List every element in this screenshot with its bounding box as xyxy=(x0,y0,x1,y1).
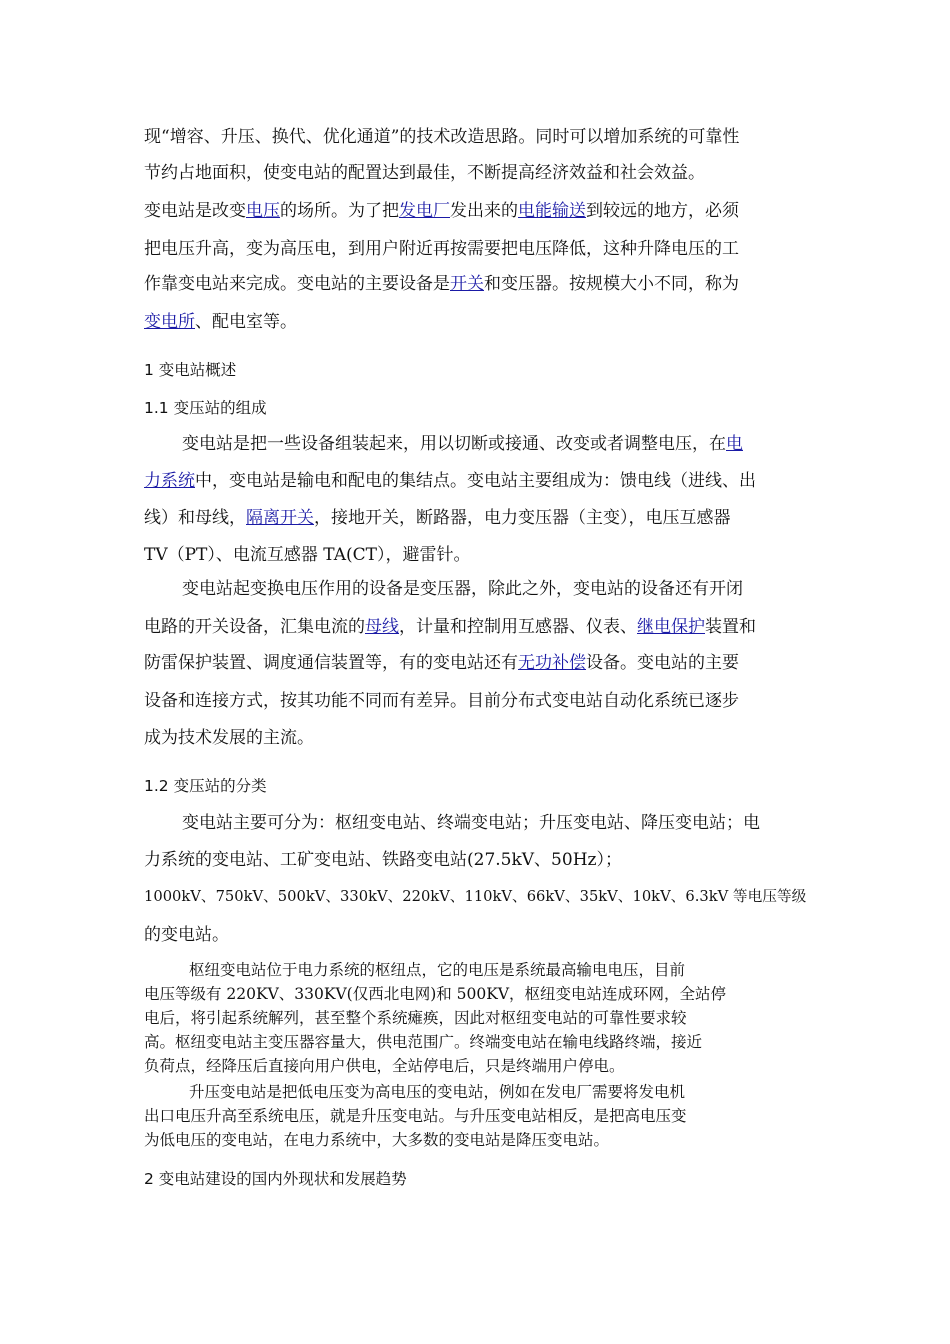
text: 防雷保护装置、调度通信装置等，有的变电站还有 xyxy=(144,653,518,673)
link-power-system[interactable]: 电 xyxy=(726,434,743,454)
text: ，接地开关，断路器，电力变压器（主变），电压互感器 xyxy=(314,508,731,528)
section-heading-1-2: 1.2 变压站的分类 xyxy=(144,777,267,795)
text: 到较远的地方，必须 xyxy=(586,201,739,221)
text: 的场所。为了把 xyxy=(280,201,399,221)
text: 变电站是改变 xyxy=(144,201,246,221)
text: 、配电室等。 xyxy=(195,312,297,332)
text: 电路的开关设备，汇集电流的 xyxy=(144,617,365,637)
intro-line xyxy=(144,311,297,333)
paragraph-line: 设备和连接方式，按其功能不同而有差异。目前分布式变电站自动化系统已逐步 xyxy=(144,691,739,711)
intro-line: 现“增容、升压、换代、优化通道”的技术改造思路。同时可以增加系统的可靠性 xyxy=(144,127,740,147)
paragraph-line: 电压等级有 220KV、330KV(仅西北电网)和 500KV，枢纽变电站连成环网，全站停 xyxy=(144,985,727,1003)
link-busbar[interactable]: 母线 xyxy=(365,617,399,637)
text: 变电站是把一些设备组装起来，用以切断或接通、改变或者调整电压，在 xyxy=(182,434,726,454)
intro-line xyxy=(144,200,739,222)
text: ，计量和控制用互感器、仪表、 xyxy=(399,617,637,637)
paragraph-line: 负荷点，经降压后直接向用户供电，全站停电后，只是终端用户停电。 xyxy=(144,1057,625,1075)
paragraph-line: 电后，将引起系统解列，甚至整个系统瘫痪，因此对枢纽变电站的可靠性要求较 xyxy=(144,1009,687,1027)
paragraph-line: 力系统的变电站、工矿变电站、铁路变电站(27.5kV、50Hz）； xyxy=(144,850,622,870)
paragraph-line: 枢纽变电站位于电力系统的枢纽点，它的电压是系统最高输电电压，目前 xyxy=(189,961,686,979)
text: 作靠变电站来完成。变电站的主要设备是 xyxy=(144,274,450,294)
link-voltage[interactable]: 电压 xyxy=(246,201,280,221)
paragraph-line: 变电站主要可分为：枢纽变电站、终端变电站；升压变电站、降压变电站；电 xyxy=(182,813,760,833)
link-switch[interactable]: 开关 xyxy=(450,274,484,294)
section-heading-2: 2 变电站建设的国内外现状和发展趋势 xyxy=(144,1170,407,1188)
section-heading-1-1: 1.1 变压站的组成 xyxy=(144,399,267,417)
link-power-plant[interactable]: 发电厂 xyxy=(399,201,450,221)
link-relay-protection[interactable]: 继电保护 xyxy=(637,617,705,637)
paragraph-line: 1000kV、750kV、500kV、330kV、220kV、110kV、66kV、35kV、10kV、6.3kV 等电压等级 xyxy=(144,888,807,905)
text: 发出来的 xyxy=(450,201,518,221)
paragraph-line xyxy=(182,433,743,455)
link-power-transmission[interactable]: 电能输送 xyxy=(518,201,586,221)
paragraph-line xyxy=(144,652,739,674)
link-substation[interactable]: 变电所 xyxy=(144,312,195,332)
paragraph-line: 变电站起变换电压作用的设备是变压器，除此之外，变电站的设备还有开闭 xyxy=(182,579,743,599)
link-power-system-cont[interactable]: 力系统 xyxy=(144,471,195,491)
text: 设备。变电站的主要 xyxy=(586,653,739,673)
text: 装置和 xyxy=(705,617,756,637)
paragraph-line: 升压变电站是把低电压变为高电压的变电站，例如在发电厂需要将发电机 xyxy=(189,1083,686,1101)
paragraph-line: 出口电压升高至系统电压，就是升压变电站。与升压变电站相反，是把高电压变 xyxy=(144,1107,687,1125)
paragraph-line: 为低电压的变电站，在电力系统中，大多数的变电站是降压变电站。 xyxy=(144,1131,610,1149)
paragraph-line xyxy=(144,507,731,529)
paragraph-line xyxy=(144,470,756,492)
paragraph-line: TV（PT）、电流互感器 TA(CT），避雷针。 xyxy=(144,545,471,565)
intro-line: 把电压升高，变为高压电，到用户附近再按需要把电压降低，这种升降电压的工 xyxy=(144,239,739,259)
text: 中，变电站是输电和配电的集结点。变电站主要组成为：馈电线（进线、出 xyxy=(195,471,756,491)
paragraph-line: 高。枢纽变电站主变压器容量大，供电范围广。终端变电站在输电线路终端，接近 xyxy=(144,1033,703,1051)
intro-line xyxy=(144,273,739,295)
section-heading-1: 1 变电站概述 xyxy=(144,361,237,379)
paragraph-line: 的变电站。 xyxy=(144,925,229,945)
link-reactive-compensation[interactable]: 无功补偿 xyxy=(518,653,586,673)
text: 线）和母线， xyxy=(144,508,246,528)
intro-line: 节约占地面积，使变电站的配置达到最佳，不断提高经济效益和社会效益。 xyxy=(144,163,705,183)
text: 和变压器。按规模大小不同，称为 xyxy=(484,274,739,294)
paragraph-line: 成为技术发展的主流。 xyxy=(144,728,314,748)
paragraph-line xyxy=(144,616,756,638)
link-disconnect-switch[interactable]: 隔离开关 xyxy=(246,508,314,528)
